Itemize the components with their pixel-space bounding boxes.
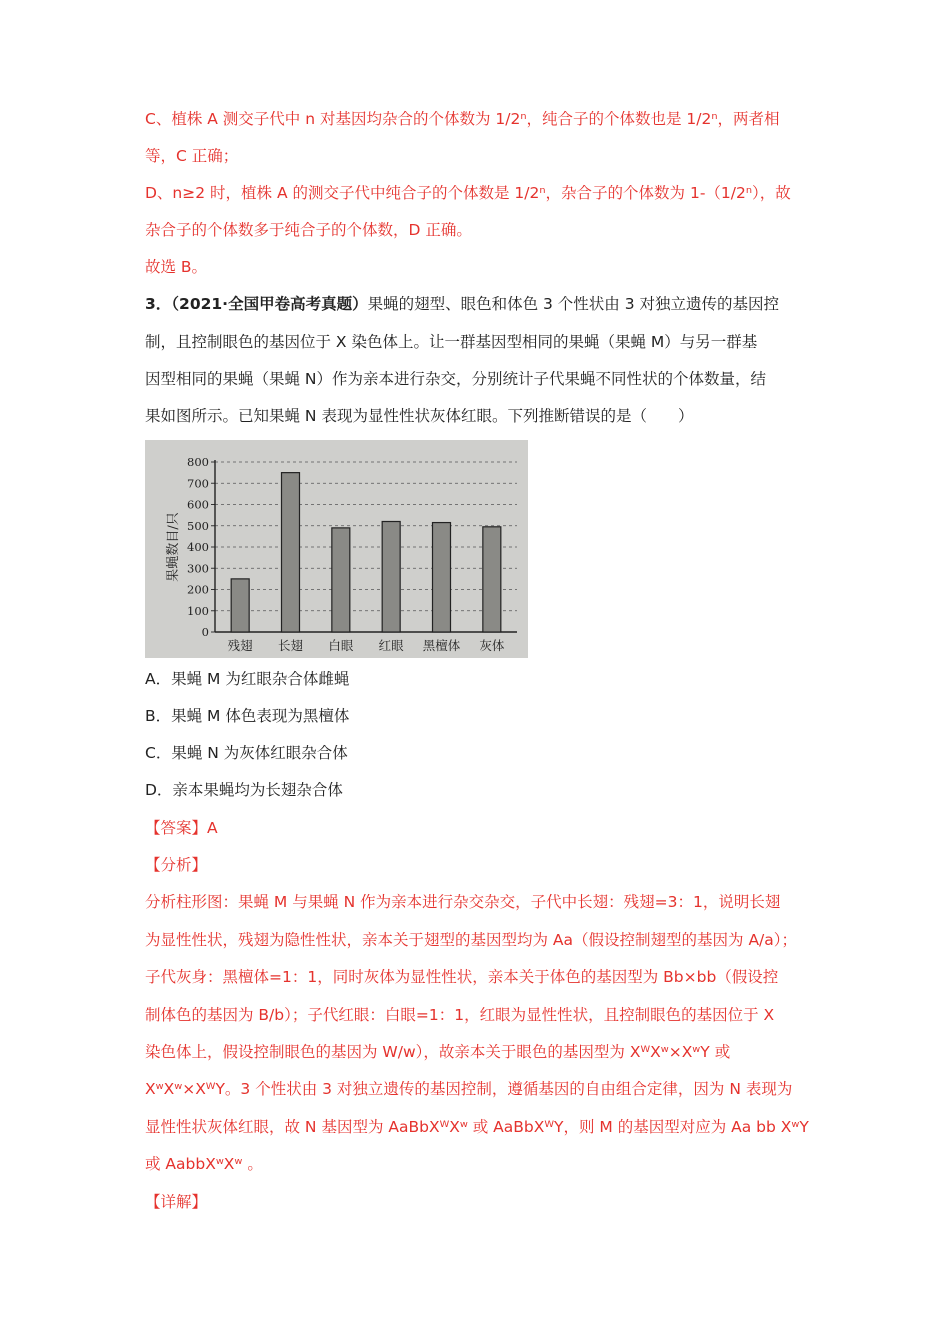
y-tick-label: 600 bbox=[187, 497, 209, 512]
question-number: 3． bbox=[145, 295, 172, 313]
x-tick-label: 黑檀体 bbox=[422, 638, 461, 653]
option-c[interactable]: C．果蝇 N 为灰体红眼杂合体 bbox=[145, 744, 348, 762]
question-stem-line4: 果如图所示。已知果蝇 N 表现为显性性状灰体红眼。下列推断错误的是（ ） bbox=[145, 407, 694, 425]
answer-label: 【答案】 bbox=[145, 819, 208, 837]
x-tick-label: 残翅 bbox=[227, 638, 253, 653]
bar bbox=[231, 579, 249, 632]
option-d-explanation-line1: D、n≥2 时，植株 A 的测交子代中纯合子的个体数是 1/2ⁿ，杂合子的个体数为 1-（1/2ⁿ），故 bbox=[145, 184, 791, 202]
analysis-line: 染色体上，假设控制眼色的基因为 W/w），故亲本关于眼色的基因型为 XᵂXʷ×XʷY 或 bbox=[145, 1043, 731, 1061]
analysis-line: 显性性状灰体红眼，故 N 基因型为 AaBbXᵂXʷ 或 AaBbXᵂY，则 M 的基因型对应为 Aa bb XʷY bbox=[145, 1118, 809, 1136]
answer-value: A bbox=[207, 819, 218, 837]
bar bbox=[282, 473, 300, 632]
option-d[interactable]: D．亲本果蝇均为长翅杂合体 bbox=[145, 781, 343, 799]
analysis-label: 【分析】 bbox=[145, 856, 208, 874]
x-tick-label: 红眼 bbox=[378, 638, 404, 653]
y-tick-label: 800 bbox=[187, 455, 209, 469]
x-tick-label: 长翅 bbox=[277, 638, 304, 653]
bar bbox=[332, 528, 350, 632]
bar bbox=[382, 522, 400, 633]
option-d-explanation-line2: 杂合子的个体数多于纯合子的个体数，D 正确。 bbox=[145, 221, 472, 239]
y-tick-label: 0 bbox=[201, 625, 209, 639]
bar bbox=[483, 527, 501, 632]
option-a[interactable]: A．果蝇 M 为红眼杂合体雌蝇 bbox=[145, 670, 350, 688]
analysis-line: XʷXʷ×XᵂY。3 个性状由 3 对独立遗传的基因控制，遵循基因的自由组合定律，因为 N 表现为 bbox=[145, 1080, 793, 1098]
question-source: （2021·全国甲卷高考真题） bbox=[171, 295, 368, 313]
y-tick-label: 400 bbox=[187, 540, 209, 554]
detail-label: 【详解】 bbox=[145, 1193, 208, 1211]
y-axis-label: 果蝇数目/只 bbox=[166, 512, 181, 582]
option-c-explanation-line2: 等，C 正确； bbox=[145, 147, 239, 165]
x-tick-label: 白眼 bbox=[328, 638, 354, 653]
analysis-line: 子代灰身：黑檀体=1：1，同时灰体为显性性状，亲本关于体色的基因型为 Bb×bb（假设控 bbox=[145, 968, 779, 986]
analysis-line: 为显性性状，残翅为隐性性状，亲本关于翅型的基因型均为 Aa（假设控制翅型的基因为 A/a）； bbox=[145, 931, 798, 949]
y-tick-label: 100 bbox=[187, 603, 209, 618]
analysis-line: 分析柱形图：果蝇 M 与果蝇 N 作为亲本进行杂交杂交，子代中长翅：残翅=3：1，说明长翅 bbox=[145, 893, 781, 911]
y-tick-label: 700 bbox=[187, 476, 209, 491]
answer-line bbox=[145, 817, 825, 839]
analysis-line: 制体色的基因为 B/b）；子代红眼：白眼=1：1，红眼为显性性状，且控制眼色的基因位于 X bbox=[145, 1006, 775, 1024]
previous-conclusion: 故选 B。 bbox=[145, 258, 208, 276]
x-tick-label: 灰体 bbox=[479, 638, 505, 653]
option-b[interactable]: B．果蝇 M 体色表现为黑檀体 bbox=[145, 707, 350, 725]
question-stem-text: 果蝇的翅型、眼色和体色 3 个性状由 3 对独立遗传的基因控 bbox=[367, 295, 780, 313]
bar-chart-figure bbox=[145, 440, 528, 658]
y-tick-label: 200 bbox=[187, 582, 209, 597]
bar bbox=[433, 523, 451, 632]
y-tick-label: 300 bbox=[187, 561, 209, 576]
analysis-line: 或 AabbXʷXʷ 。 bbox=[145, 1155, 263, 1173]
question-stem-line3: 因型相同的果蝇（果蝇 N）作为亲本进行杂交，分别统计子代果蝇不同性状的个体数量，结 bbox=[145, 370, 767, 388]
question-stem-line1 bbox=[145, 293, 825, 315]
option-c-explanation-line1: C、植株 A 测交子代中 n 对基因均杂合的个体数为 1/2ⁿ，纯合子的个体数也是 1/2ⁿ，两者相 bbox=[145, 110, 780, 128]
bar-chart bbox=[145, 440, 528, 658]
y-tick-label: 500 bbox=[187, 518, 209, 533]
question-stem-line2: 制，且控制眼色的基因位于 X 染色体上。让一群基因型相同的果蝇（果蝇 M）与另一群基 bbox=[145, 333, 758, 351]
